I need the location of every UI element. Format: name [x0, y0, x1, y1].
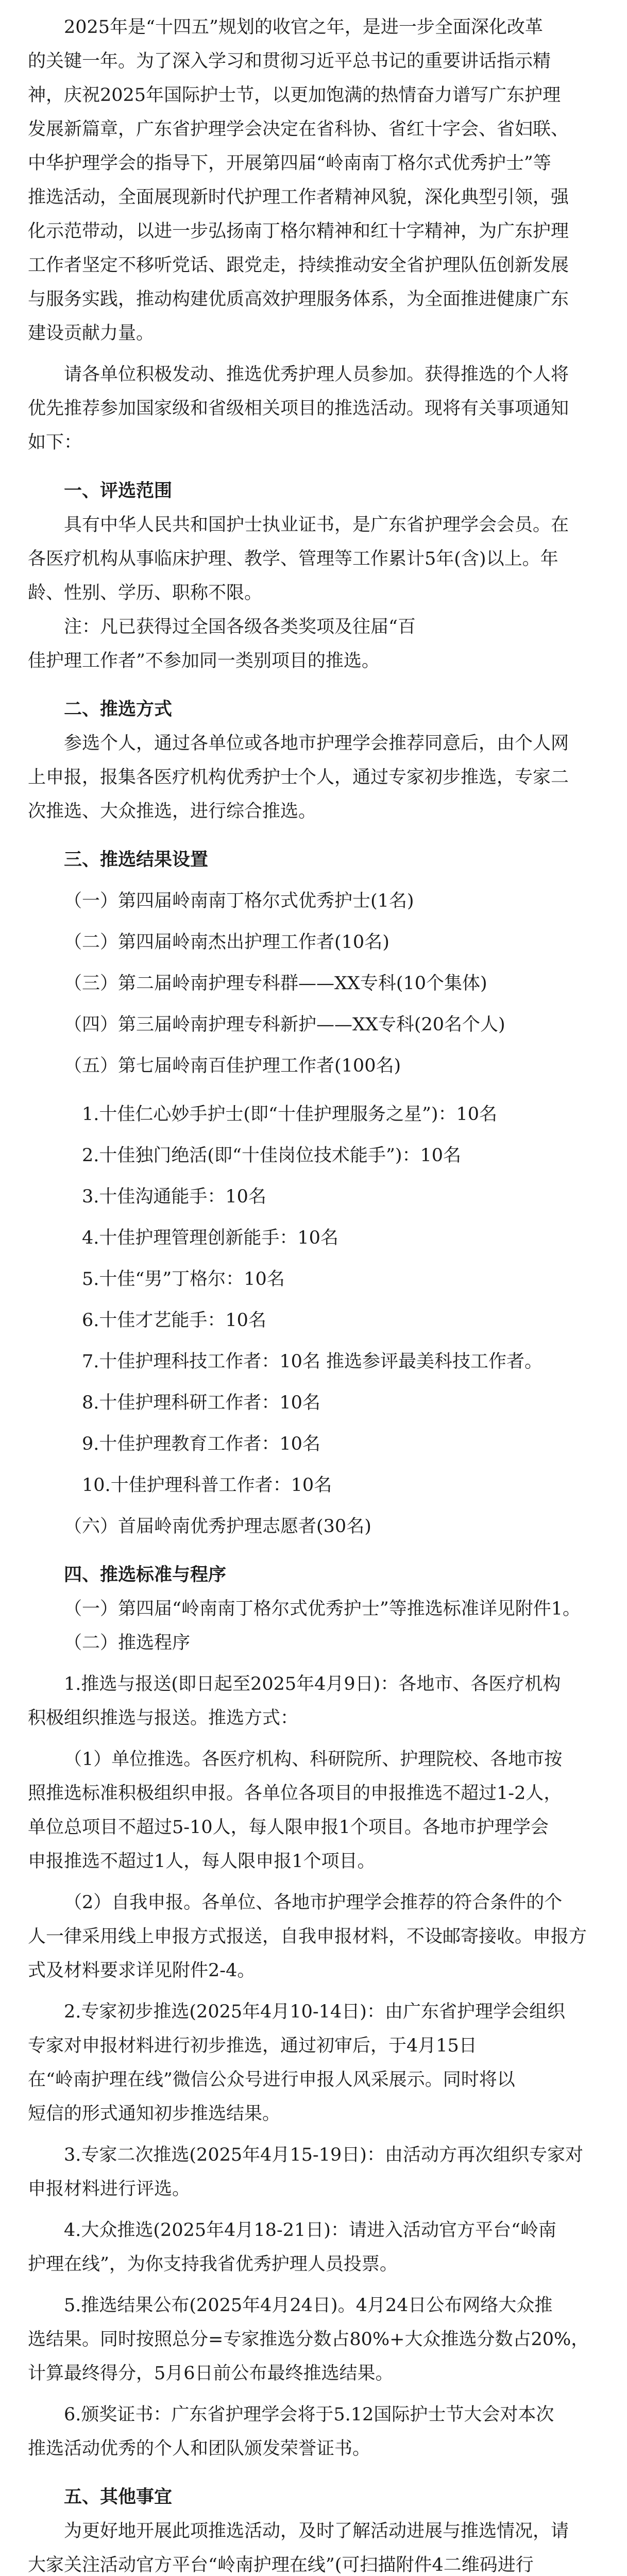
section-heading-scope: 一、评选范围 [64, 480, 173, 501]
text-line: 推选活动优秀的个人和团队颁发荣誉证书。 [28, 2438, 371, 2459]
text-line: 申报推选不超过1人，每人限申报1个项目。 [28, 1851, 376, 1872]
text-line: 式及材料要求详见附件2-4。 [28, 1960, 256, 1981]
sub-list-item: 10.十佳护理科普工作者：10名 [82, 1475, 332, 1496]
text-line: 工作者坚定不移听党话、跟党走，持续推动安全省护理队伍创新发展 [28, 255, 569, 276]
text-line: 计算最终得分，5月6日前公布最终推选结果。 [28, 2363, 394, 2384]
text-line: （2）自我申报。各单位、各地市护理学会推荐的符合条件的个 [64, 1892, 563, 1913]
list-item: （三）第二届岭南护理专科群——XX专科(10个集体) [64, 973, 487, 994]
sub-list-item: 6.十佳才艺能手：10名 [82, 1310, 266, 1331]
text-line: 建设贡献力量。 [28, 323, 155, 344]
text-line: 与服务实践，推动构建优质高效护理服务体系，为全面推进健康广东 [28, 289, 569, 310]
invite-paragraph [28, 358, 599, 460]
sub-list-item: 3.十佳沟通能手：10名 [82, 1187, 266, 1207]
text-line: 佳护理工作者”不参加同一类别项目的推选。 [28, 651, 380, 671]
text-line: （一）第四届“岭南南丁格尔式优秀护士”等推选标准详见附件1。 [64, 1599, 581, 1619]
text-line: 2025年是“十四五”规划的收官之年，是进一步全面深化改革 [64, 17, 543, 38]
text-line: 龄、性别、学历、职称不限。 [28, 583, 263, 603]
list-item: （一）第四届岭南南丁格尔式优秀护士(1名) [64, 891, 414, 911]
text-line: 参选个人，通过各单位或各地市护理学会推荐同意后，由个人网 [64, 733, 569, 754]
sub-list-item: 9.十佳护理教育工作者：10名 [82, 1434, 320, 1454]
sub-list-item: 2.十佳独门绝活(即“十佳岗位技术能手”)：10名 [82, 1145, 462, 1166]
sub-list-item: 1.十佳仁心妙手护士(即“十佳护理服务之星”)：10名 [82, 1104, 498, 1125]
text-line: 3.专家二次推选(2025年4月15-19日)：由活动方再次组织专家对 [64, 2145, 583, 2165]
section-heading-standards: 四、推选标准与程序 [64, 1564, 227, 1585]
text-line: 具有中华人民共和国护士执业证书，是广东省护理学会会员。在 [64, 515, 569, 535]
text-line: 各医疗机构从事临床护理、教学、管理等工作累计5年(含)以上。年 [28, 549, 558, 569]
text-line: （1）单位推选。各医疗机构、科研院所、护理院校、各地市按 [64, 1749, 563, 1770]
text-line: 化示范带动，以进一步弘扬南丁格尔精神和红十字精神，为广东护理 [28, 221, 569, 242]
text-line: 护理在线”，为你支持我省优秀护理人员投票。 [28, 2254, 398, 2275]
text-line: 照推选标准积极组织申报。各单位各项目的申报推选不超过1-2人， [28, 1783, 562, 1804]
intro-paragraph [28, 10, 599, 350]
text-line: 神，庆祝2025年国际护士节，以更加饱满的热情奋力谱写广东护理 [28, 85, 561, 106]
note-prefix: 注： [64, 617, 100, 637]
text-line: 请各单位积极发动、推选优秀护理人员参加。获得推选的个人将 [64, 364, 569, 385]
list-item: （二）第四届岭南杰出护理工作者(10名) [64, 932, 389, 953]
text-line: 优先推荐参加国家级和省级相关项目的推选活动。现将有关事项通知 [28, 398, 569, 419]
text-line: （二）推选程序 [64, 1633, 191, 1653]
list-item: （六）首届岭南优秀护理志愿者(30名) [64, 1516, 371, 1537]
text-line: 次推选、大众推选，进行综合推选。 [28, 801, 317, 822]
text-line: 选结果。同时按照总分=专家推选分数占80%+大众推选分数占20%， [28, 2329, 589, 2350]
text-line: 积极组织推选与报送。推选方式： [28, 1708, 299, 1728]
text-line: 如下： [28, 432, 82, 453]
text-line: 5.推选结果公布(2025年4月24日)。4月24日公布网络大众推 [64, 2295, 553, 2316]
text-line: 1.推选与报送(即日起至2025年4月9日)：各地市、各医疗机构 [64, 1674, 561, 1694]
text-line: 短信的形式通知初步推选结果。 [28, 2104, 281, 2124]
text-line: 申报材料进行评选。 [28, 2179, 191, 2199]
sub-list-item: 7.十佳护理科技工作者：10名 推选参评最美科技工作者。 [82, 1351, 543, 1372]
text-line: 发展新篇章，广东省护理学会决定在省科协、省红十字会、省妇联、 [28, 119, 569, 140]
note-text: 凡已获得过全国各级各类奖项及往届“百 [100, 617, 416, 637]
text-line: 中华护理学会的指导下，开展第四届“岭南南丁格尔式优秀护士”等 [28, 153, 551, 174]
text-line: 的关键一年。为了深入学习和贯彻习近平总书记的重要讲话指示精 [28, 51, 551, 72]
section-heading-results: 三、推选结果设置 [64, 849, 209, 870]
text-line: 推选活动，全面展现新时代护理工作者精神风貌，深化典型引领，强 [28, 187, 569, 208]
text-line: 专家对申报材料进行初步推选，通过初审后，于4月15日 [28, 2036, 477, 2056]
section-heading-other: 五、其他事宜 [64, 2486, 173, 2507]
sub-list-item: 5.十佳“男”丁格尔：10名 [82, 1269, 285, 1290]
sub-list-item: 4.十佳护理管理创新能手：10名 [82, 1228, 338, 1248]
text-line: 大家关注活动官方平台“岭南护理在线”(可扫描附件4二维码进行 [28, 2555, 534, 2575]
text-line: 为更好地开展此项推选活动，及时了解活动进展与推选情况，请 [64, 2521, 569, 2541]
text-line: 在“岭南护理在线”微信公众号进行申报人风采展示。同时将以 [28, 2070, 515, 2090]
text-line: 单位总项目不超过5-10人，每人限申报1个项目。各地市护理学会 [28, 1817, 549, 1838]
list-item: （四）第三届岭南护理专科新护——XX专科(20名个人) [64, 1014, 505, 1035]
text-line: 6.颁奖证书：广东省护理学会将于5.12国际护士节大会对本次 [64, 2404, 554, 2425]
text-line [28, 610, 599, 644]
sub-list-item: 8.十佳护理科研工作者：10名 [82, 1393, 320, 1413]
list-item: （五）第七届岭南百佳护理工作者(100名) [64, 1056, 401, 1076]
text-line: 4.大众推选(2025年4月18-21日)：请进入活动官方平台“岭南 [64, 2220, 556, 2241]
text-line: 2.专家初步推选(2025年4月10-14日)：由广东省护理学会组织 [64, 2002, 565, 2022]
section-heading-method: 二、推选方式 [64, 699, 173, 720]
text-line: 上申报，报集各医疗机构优秀护士个人，通过专家初步推选，专家二 [28, 767, 569, 788]
text-line: 人一律采用线上申报方式报送，自我申报材料，不设邮寄接收。申报方 [28, 1926, 587, 1947]
